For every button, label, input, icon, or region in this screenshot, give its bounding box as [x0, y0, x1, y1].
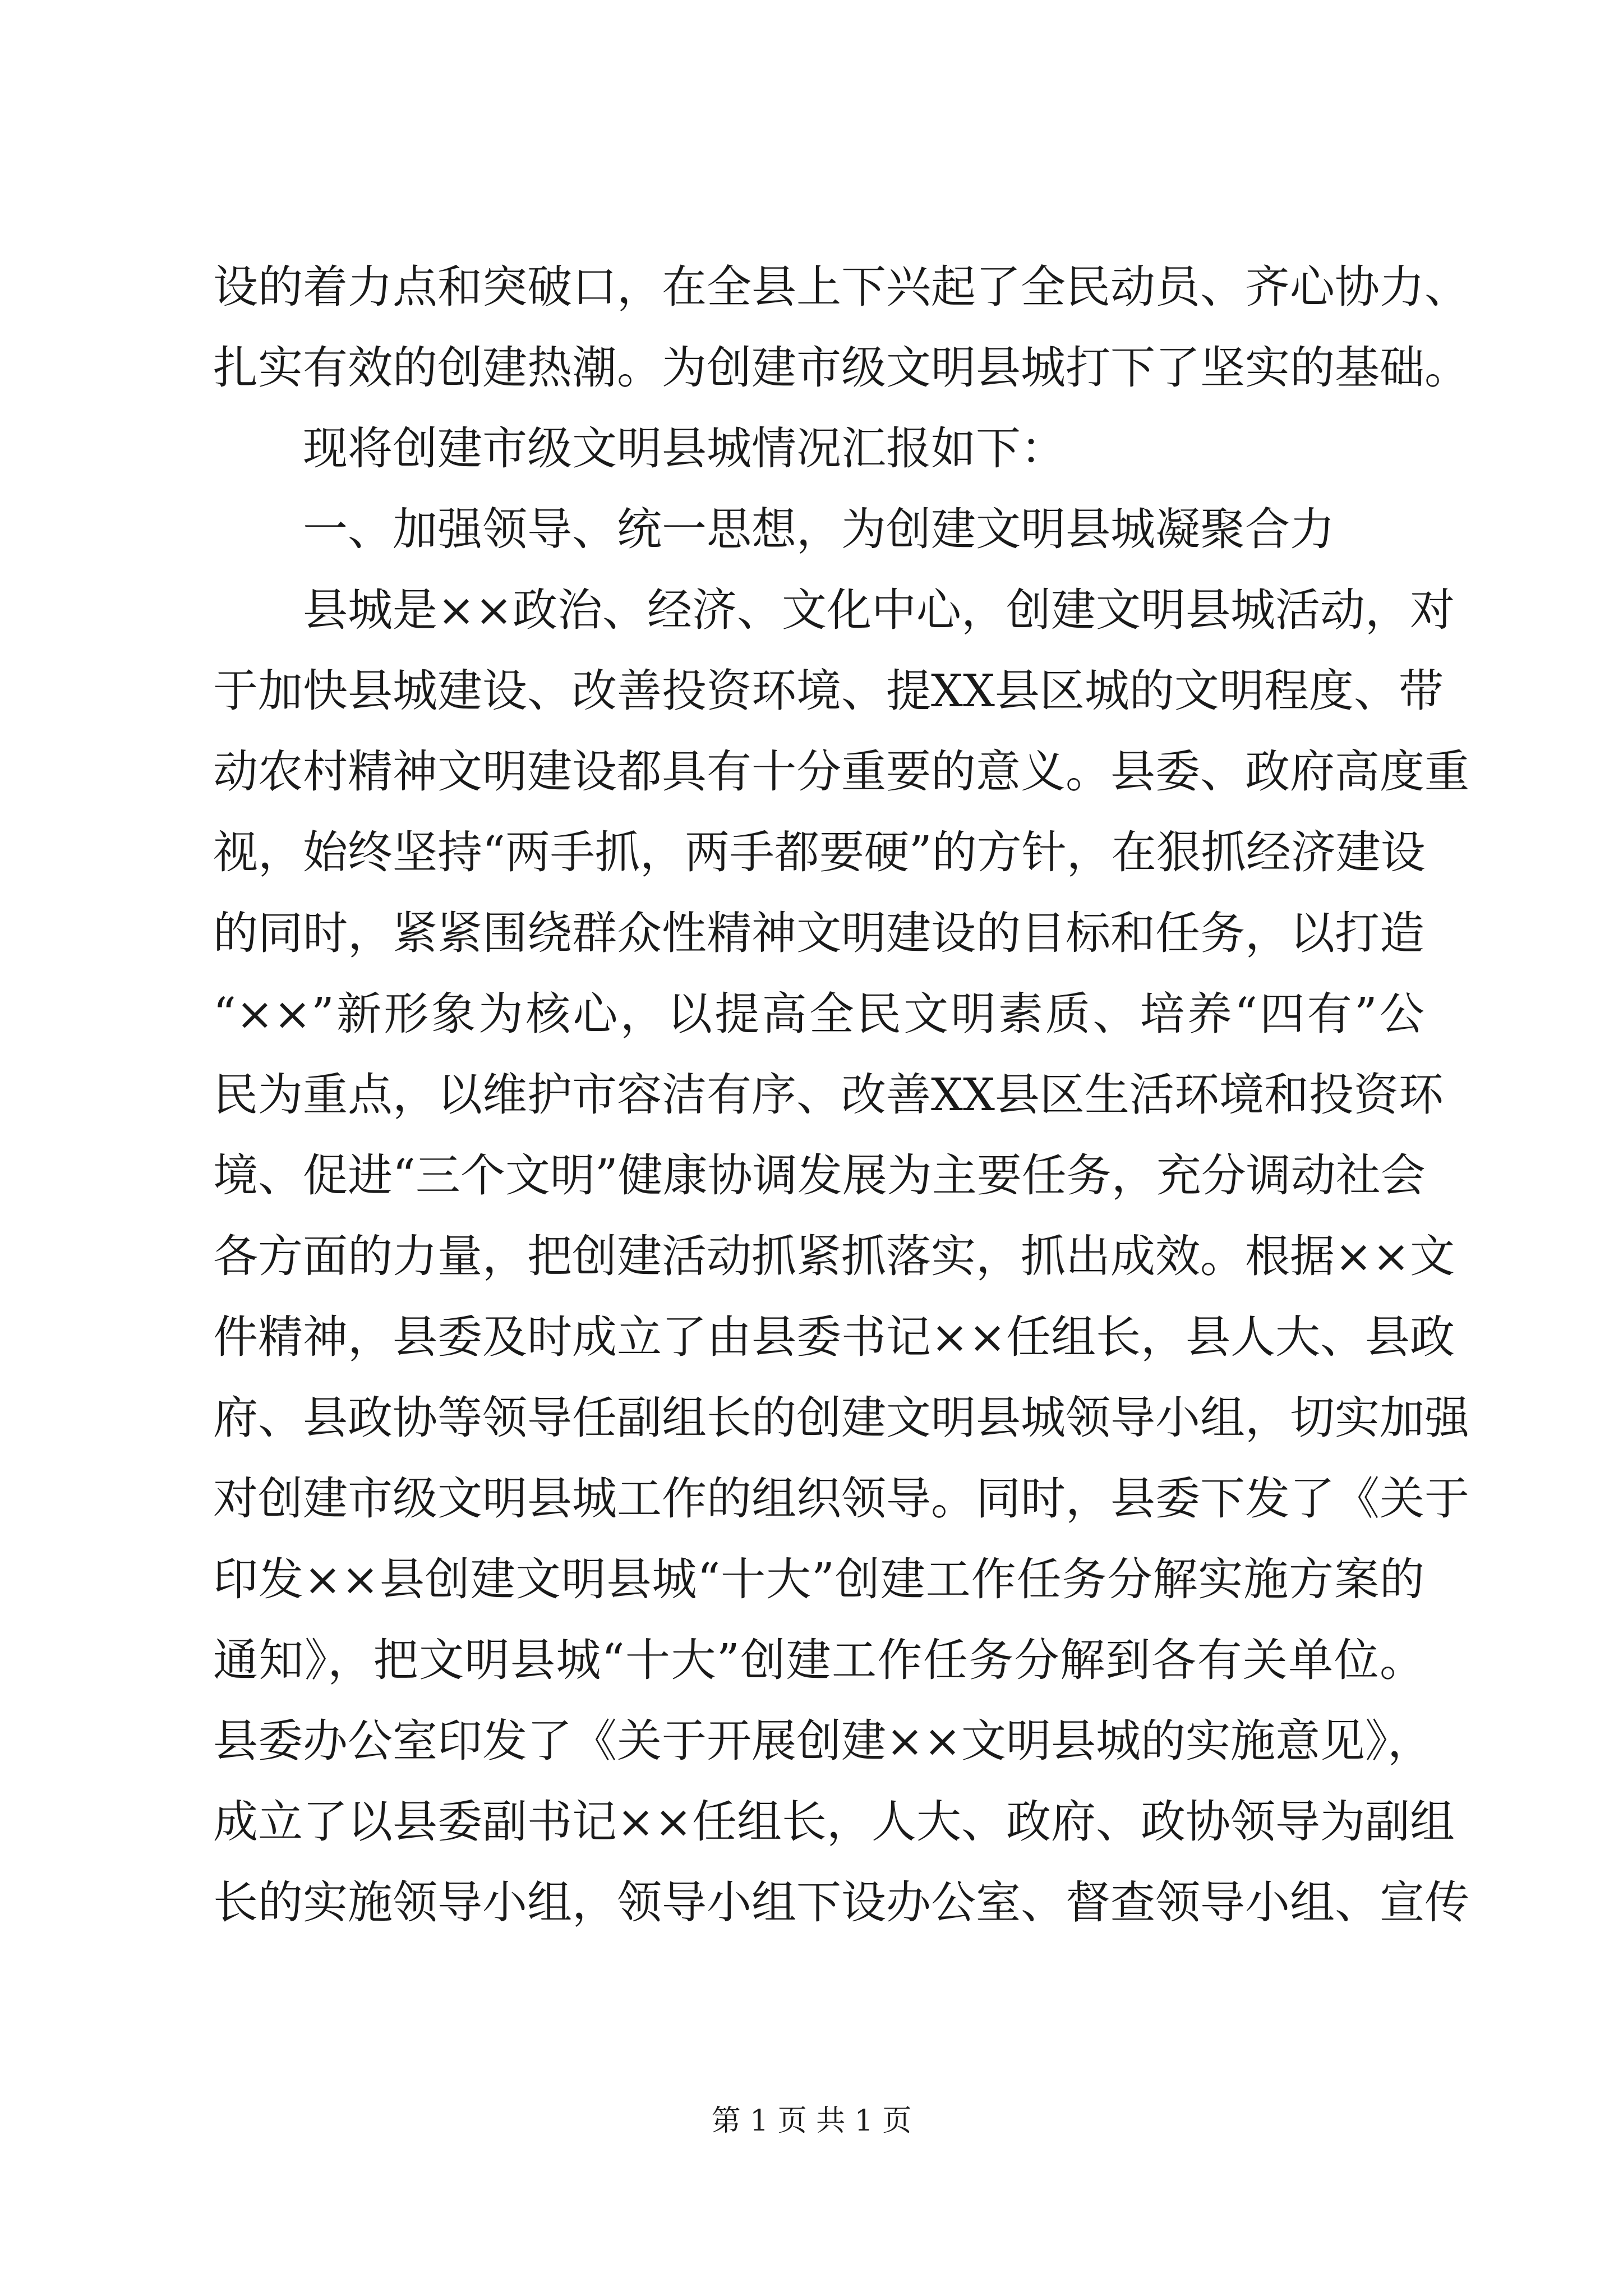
text-line: 各方面的力量，把创建活动抓紧抓落实，抓出成效。根据××文 — [213, 1230, 1455, 1282]
text-line: 动农村精神文明建设都具有十分重要的意义。县委、政府高度重 — [213, 746, 1469, 798]
text-line: 县城是××政治、经济、文化中心，创建文明县城活动，对 — [303, 584, 1455, 636]
text-line: 县委办公室印发了《关于开展创建××文明县城的实施意见》， — [213, 1715, 1433, 1767]
text-line: 设的着力点和突破口，在全县上下兴起了全民动员、齐心协力、 — [213, 261, 1469, 313]
text-line: 视，始终坚持“两手抓，两手都要硬”的方针，在狠抓经济建设 — [213, 826, 1426, 878]
text-line: 民为重点，以维护市容洁有序、改善XX县区生活环境和投资环 — [213, 1069, 1444, 1121]
text-line: 印发××县创建文明县城“十大”创建工作任务分解实施方案的 — [213, 1553, 1424, 1605]
text-line: 的同时，紧紧围绕群众性精神文明建设的目标和任务，以打造 — [213, 907, 1424, 959]
text-line: 现将创建市级文明县城情况汇报如下： — [303, 422, 1066, 475]
text-line: 于加快县城建设、改善投资环境、提XX县区城的文明程度、带 — [213, 665, 1444, 717]
document-body — [213, 247, 1469, 1943]
text-line: 扎实有效的创建热潮。为创建市级文明县城打下了坚实的基础。 — [213, 342, 1469, 394]
text-line: 长的实施领导小组，领导小组下设办公室、督查领导小组、宣传 — [213, 1876, 1469, 1929]
section-heading: 一、加强领导、统一思想，为创建文明县城凝聚合力 — [303, 503, 1335, 555]
text-line: 通知》，把文明县城“十大”创建工作任务分解到各有关单位。 — [213, 1634, 1424, 1686]
text-line: 对创建市级文明县城工作的组织领导。同时，县委下发了《关于 — [213, 1473, 1469, 1525]
text-line: 件精神，县委及时成立了由县委书记××任组长，县人大、县政 — [213, 1311, 1455, 1363]
page-number-footer: 第 1 页 共 1 页 — [711, 2104, 912, 2138]
text-line: 府、县政协等领导任副组长的创建文明县城领导小组，切实加强 — [213, 1392, 1469, 1444]
text-line: 成立了以县委副书记××任组长，人大、政府、政协领导为副组 — [213, 1796, 1455, 1848]
text-line: 境、促进“三个文明”健康协调发展为主要任务，充分调动社会 — [213, 1149, 1426, 1202]
text-line: “××”新形象为核心，以提高全民文明素质、培养“四有”公 — [213, 988, 1424, 1040]
